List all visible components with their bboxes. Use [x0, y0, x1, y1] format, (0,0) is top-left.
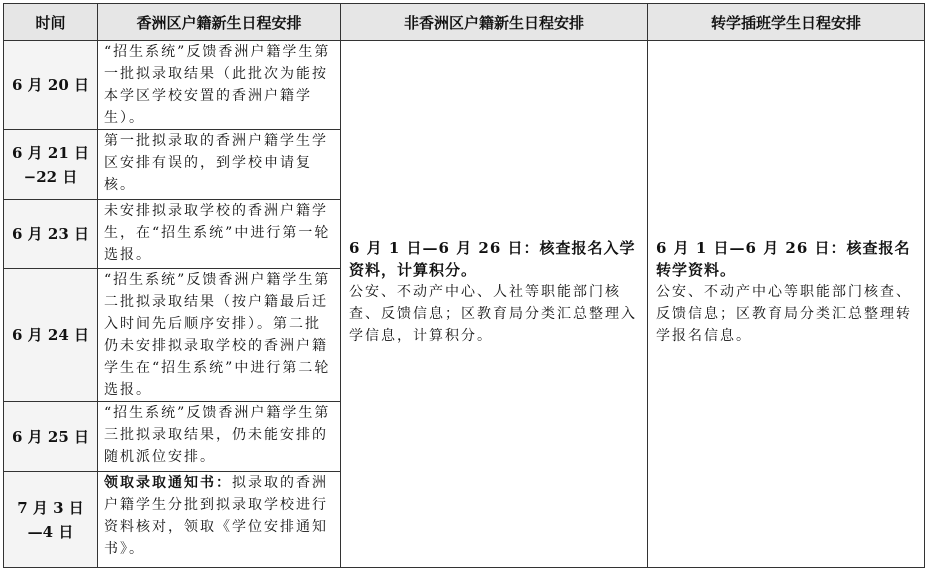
date-line-1: 6 月 21 日 — [12, 143, 89, 162]
xiangzhou-schedule-cell: 未安排拟录取学校的香洲户籍学生，在“招生系统”中进行第一轮选报。 — [98, 200, 341, 269]
xiangzhou-schedule-cell — [98, 472, 341, 568]
xiangzhou-schedule-cell: “招生系统”反馈香洲户籍学生第一批拟录取结果（此批次为能按本学区学校安置的香洲户籍学生）。 — [98, 41, 341, 130]
date-line-1: 7 月 3 日 — [17, 498, 84, 517]
header-transfer: 转学插班学生日程安排 — [648, 4, 925, 41]
date-cell: 6 月 24 日 — [4, 269, 98, 402]
date-line-2: −22 日 — [23, 167, 78, 186]
xiangzhou-schedule-cell: 第一批拟录取的香洲户籍学生学区安排有误的，到学校申请复核。 — [98, 130, 341, 200]
non-xiangzhou-schedule-cell — [341, 41, 648, 568]
header-row — [4, 4, 925, 41]
header-time: 时间 — [4, 4, 98, 41]
date-line-2: —4 日 — [27, 522, 74, 541]
xiangzhou-schedule-cell: “招生系统”反馈香洲户籍学生第二批拟录取结果（按户籍最后迁入时间先后顺序安排）。第二批仍未安排拟录取学校的香洲户籍学生在“招生系统”中进行第二轮选报。 — [98, 269, 341, 402]
header-xiangzhou: 香洲区户籍新生日程安排 — [98, 4, 341, 41]
header-non-xiangzhou: 非香洲区户籍新生日程安排 — [341, 4, 648, 41]
date-cell — [4, 130, 98, 200]
non-xiangzhou-heading: 6 月 1 日—6 月 26 日：核查报名入学资料，计算积分。 — [349, 239, 636, 279]
transfer-schedule-cell — [648, 41, 925, 568]
date-cell: 6 月 20 日 — [4, 41, 98, 130]
date-cell: 6 月 25 日 — [4, 402, 98, 472]
notice-label: 领取录取通知书： — [104, 475, 232, 491]
xiangzhou-schedule-cell: “招生系统”反馈香洲户籍学生第三批拟录取结果，仍未能安排的随机派位安排。 — [98, 402, 341, 472]
schedule-table — [3, 3, 925, 568]
table-row — [4, 41, 925, 130]
notice-text: 拟录取的香洲户籍学生分批到拟录取学校进行资料核对，领取《学位安排通知书》。 — [104, 475, 328, 557]
date-cell — [4, 472, 98, 568]
transfer-heading: 6 月 1 日—6 月 26 日：核查报名转学资料。 — [656, 239, 911, 279]
transfer-detail: 公安、不动产中心等职能部门核查、反馈信息；区教育局分类汇总整理转学报名信息。 — [656, 284, 912, 344]
non-xiangzhou-detail: 公安、不动产中心、人社等职能部门核查、反馈信息；区教育局分类汇总整理入学信息，计算积分。 — [349, 284, 637, 344]
date-cell: 6 月 23 日 — [4, 200, 98, 269]
